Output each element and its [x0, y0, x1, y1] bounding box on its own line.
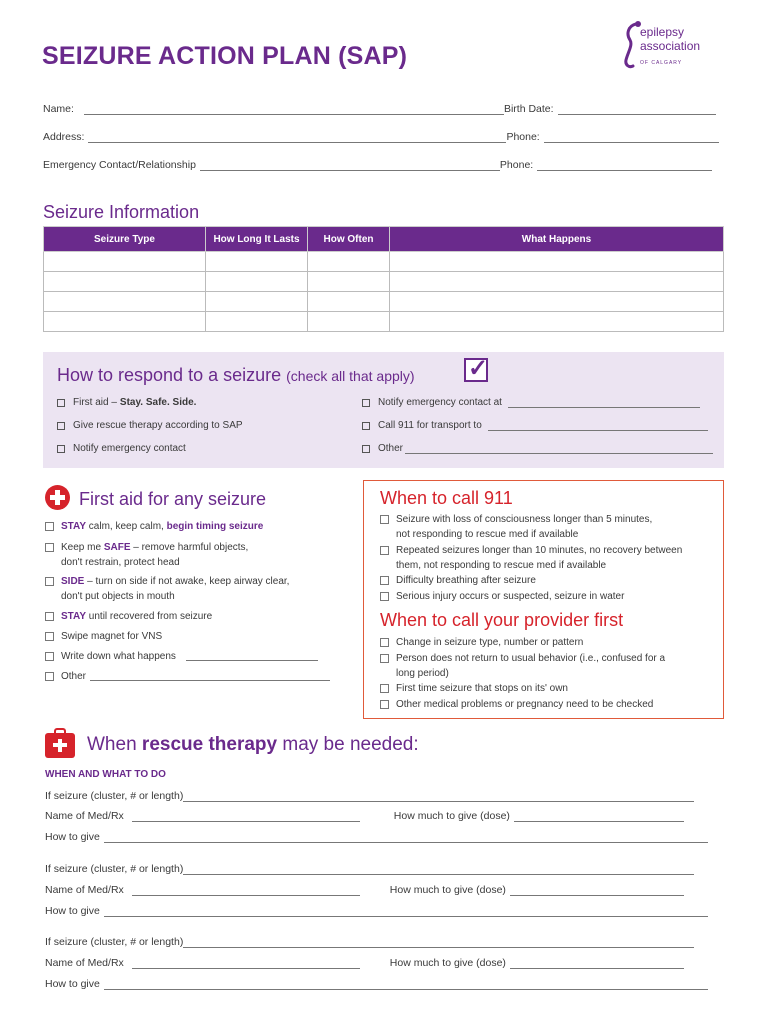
cell[interactable]	[206, 252, 308, 272]
checkbox[interactable]	[57, 399, 65, 407]
cell[interactable]	[308, 252, 390, 272]
emergency-row	[43, 159, 712, 171]
rx-dose-label: How much to give (dose)	[393, 810, 510, 822]
cell[interactable]	[390, 312, 724, 332]
rx-if-field[interactable]	[183, 792, 694, 802]
col-how-often: How Often	[308, 227, 390, 252]
c911-text: Difficulty breathing after seizure	[396, 575, 536, 586]
respond-heading-text: How to respond to a seizure	[57, 365, 282, 385]
prov-text: long period)	[396, 668, 449, 679]
cell[interactable]	[206, 312, 308, 332]
option-first-aid-bold: Stay. Safe. Side.	[119, 397, 197, 408]
phone-field[interactable]	[544, 133, 719, 143]
rx-how-label: How to give	[45, 905, 100, 917]
rx-if-field[interactable]	[183, 938, 694, 948]
rx2-med-row	[45, 884, 684, 896]
epilepsy-association-logo	[622, 20, 722, 72]
cell[interactable]	[390, 272, 724, 292]
prov-item-3[interactable]	[380, 681, 568, 696]
other-field[interactable]	[405, 444, 713, 454]
checkbox[interactable]	[380, 700, 389, 709]
prov-text: Change in seizure type, number or pattern	[396, 637, 584, 648]
rx-med-field[interactable]	[132, 812, 360, 822]
rescue-heading-pre: When	[87, 734, 142, 755]
checkbox[interactable]	[57, 422, 65, 430]
cell[interactable]	[390, 292, 724, 312]
option-notify[interactable]	[57, 443, 186, 454]
rx-med-field[interactable]	[132, 959, 360, 969]
respond-heading	[57, 365, 415, 386]
fa-safe-bold: SAFE	[103, 542, 131, 553]
call911-field[interactable]	[488, 421, 708, 431]
fa-item-write[interactable]	[45, 649, 318, 664]
option-rescue-label: Give rescue therapy according to SAP	[73, 420, 243, 431]
checkbox[interactable]	[380, 592, 389, 601]
table-header-row	[44, 227, 724, 252]
logo-text-2: association	[640, 39, 701, 53]
rx-dose-label: How much to give (dose)	[389, 957, 506, 969]
fa-write-field[interactable]	[186, 651, 318, 661]
checkbox[interactable]	[380, 684, 389, 693]
cell[interactable]	[308, 312, 390, 332]
option-notify-at[interactable]	[362, 397, 700, 408]
rx-how-field[interactable]	[104, 907, 708, 917]
c911-text: Serious injury occurs or suspected, seizure in water	[396, 591, 625, 602]
rx2-how-row	[45, 905, 708, 917]
logo-subtext: OF CALGARY	[640, 60, 683, 66]
seizure-info-heading: Seizure Information	[43, 202, 200, 222]
rx-med-label: Name of Med/Rx	[45, 884, 124, 896]
table-row	[44, 292, 724, 312]
rx-if-label: If seizure (cluster, # or length)	[45, 863, 184, 875]
prov-item-2[interactable]	[380, 651, 665, 681]
logo-text-1: epilepsy	[640, 25, 685, 39]
table-row	[44, 312, 724, 332]
fa-item-side[interactable]	[45, 574, 289, 604]
fa-safe-text: – remove harmful objects,	[130, 542, 249, 553]
checkbox[interactable]	[362, 399, 370, 407]
checkbox[interactable]	[362, 445, 370, 453]
checkbox[interactable]	[362, 422, 370, 430]
fa-write-text: Write down what happens	[61, 651, 176, 662]
c911-item-3[interactable]	[380, 573, 536, 588]
phone2-field[interactable]	[537, 161, 712, 171]
emergency-contact-label: Emergency Contact/Relationship	[43, 159, 196, 171]
fa-vns-text: Swipe magnet for VNS	[61, 631, 163, 642]
fa-safe-pre: Keep me	[61, 542, 104, 553]
checkbox[interactable]	[45, 577, 54, 586]
rx-med-field[interactable]	[132, 886, 360, 896]
address-row	[43, 131, 719, 143]
call911-heading: When to call 911	[380, 488, 513, 508]
notify-at-field[interactable]	[508, 398, 700, 408]
rx-how-field[interactable]	[104, 980, 708, 990]
rescue-heading	[87, 734, 419, 756]
fa-side-text2: don't put objects in mouth	[61, 591, 175, 602]
col-seizure-type: Seizure Type	[44, 227, 206, 252]
c911-item-2[interactable]	[380, 543, 682, 573]
cell[interactable]	[206, 292, 308, 312]
rx3-how-row	[45, 978, 708, 990]
option-call911[interactable]	[362, 420, 708, 431]
cell[interactable]	[308, 272, 390, 292]
option-other-label: Other	[378, 443, 404, 454]
checkbox[interactable]	[380, 576, 389, 585]
fa-item-stay[interactable]	[45, 519, 263, 534]
rx-dose-field[interactable]	[510, 886, 684, 896]
rx-dose-field[interactable]	[514, 812, 684, 822]
option-first-aid-label: First aid –	[73, 397, 117, 408]
fa-other-text: Other	[61, 671, 87, 682]
fa-item-vns[interactable]	[45, 629, 162, 644]
checkbox[interactable]	[45, 522, 54, 531]
rx-dose-field[interactable]	[510, 959, 684, 969]
page-title: SEIZURE ACTION PLAN (SAP)	[42, 42, 408, 70]
fa-other-field[interactable]	[90, 671, 330, 681]
checkbox[interactable]	[380, 654, 389, 663]
fa-timing-bold: begin timing seizure	[166, 521, 264, 532]
c911-text: Seizure with loss of consciousness longer than 5 minutes,	[396, 514, 653, 525]
option-first-aid[interactable]	[57, 397, 196, 408]
checkbox[interactable]	[45, 632, 54, 641]
cell[interactable]	[390, 252, 724, 272]
phone2-label: Phone:	[499, 159, 534, 171]
rx-if-field[interactable]	[183, 865, 694, 875]
rx3-if-row	[45, 936, 694, 948]
checkbox[interactable]	[45, 612, 54, 621]
col-how-long: How Long It Lasts	[206, 227, 308, 252]
fa-item-stay2[interactable]	[45, 609, 212, 624]
rx1-how-row	[45, 831, 708, 843]
phone-label: Phone:	[506, 131, 540, 143]
option-other[interactable]	[362, 443, 713, 454]
name-field[interactable]	[84, 105, 504, 115]
fa-side-bold: SIDE	[61, 576, 85, 587]
rescue-heading-bold: rescue therapy	[141, 734, 278, 755]
rx-how-field[interactable]	[104, 833, 708, 843]
checkbox[interactable]	[45, 652, 54, 661]
c911-text: them, not responding to rescue med if available	[396, 560, 607, 571]
cell[interactable]	[44, 292, 206, 312]
fa-stay2-text: until recovered from seizure	[86, 611, 213, 622]
table-row	[44, 252, 724, 272]
checkbox[interactable]	[57, 445, 65, 453]
c911-item-4[interactable]	[380, 589, 624, 604]
first-aid-cross-icon	[45, 485, 70, 510]
rx-how-label: How to give	[45, 978, 100, 990]
prov-item-4[interactable]	[380, 697, 653, 712]
checkbox[interactable]	[45, 543, 54, 552]
rx-med-label: Name of Med/Rx	[45, 957, 124, 969]
medical-kit-icon	[45, 733, 75, 758]
rx2-if-row	[45, 863, 694, 875]
rx3-med-row	[45, 957, 684, 969]
prov-text: Other medical problems or pregnancy need to be checked	[396, 699, 654, 710]
cell[interactable]	[206, 272, 308, 292]
rx-how-label: How to give	[45, 831, 100, 843]
birth-date-label: Birth Date:	[503, 103, 554, 115]
fa-stay2-bold: STAY	[61, 611, 87, 622]
option-notify-label: Notify emergency contact	[73, 443, 186, 454]
c911-item-1[interactable]	[380, 512, 652, 542]
big-checkbox-icon: ✓	[464, 358, 488, 382]
seizure-info-table	[43, 226, 724, 332]
checkbox[interactable]	[380, 638, 389, 647]
rx-dose-label: How much to give (dose)	[389, 884, 506, 896]
fa-item-other[interactable]	[45, 669, 330, 684]
checkbox[interactable]	[380, 515, 389, 524]
checkbox[interactable]	[380, 546, 389, 555]
first-aid-heading: First aid for any seizure	[79, 489, 267, 509]
fa-side-text: – turn on side if not awake, keep airway clear,	[84, 576, 290, 587]
table-row	[44, 272, 724, 292]
birth-date-field[interactable]	[558, 105, 716, 115]
emergency-contact-field[interactable]	[200, 161, 500, 171]
name-label: Name:	[43, 103, 74, 115]
rx-med-label: Name of Med/Rx	[45, 810, 124, 822]
rx1-if-row	[45, 790, 694, 802]
c911-text: Repeated seizures longer than 10 minutes, no recovery between	[396, 545, 683, 556]
when-what-heading: WHEN AND WHAT TO DO	[45, 769, 166, 780]
address-field[interactable]	[88, 133, 506, 143]
rx-if-label: If seizure (cluster, # or length)	[45, 790, 184, 802]
option-rescue[interactable]	[57, 420, 243, 431]
option-notify-at-label: Notify emergency contact at	[378, 397, 502, 408]
name-row	[43, 103, 716, 115]
prov-text: Person does not return to usual behavior (i.e., confused for a	[396, 653, 666, 664]
checkbox[interactable]	[45, 672, 54, 681]
fa-item-safe[interactable]	[45, 540, 248, 570]
c911-text: not responding to rescue med if available	[396, 529, 579, 540]
col-what-happens: What Happens	[390, 227, 724, 252]
fa-stay-text: calm, keep calm,	[86, 521, 167, 532]
address-label: Address:	[43, 131, 85, 143]
prov-text: First time seizure that stops on its' own	[396, 683, 568, 694]
cell[interactable]	[308, 292, 390, 312]
option-call911-label: Call 911 for transport to	[378, 420, 482, 431]
cell[interactable]	[44, 272, 206, 292]
rx1-med-row	[45, 810, 684, 822]
prov-item-1[interactable]	[380, 635, 583, 650]
respond-subheading: (check all that apply)	[286, 368, 415, 384]
fa-stay-bold: STAY	[61, 521, 87, 532]
cell[interactable]	[44, 312, 206, 332]
fa-safe-text2: don't restrain, protect head	[61, 557, 180, 568]
rx-if-label: If seizure (cluster, # or length)	[45, 936, 184, 948]
cell[interactable]	[44, 252, 206, 272]
provider-heading: When to call your provider first	[380, 610, 624, 630]
rescue-heading-post: may be needed:	[277, 734, 419, 755]
